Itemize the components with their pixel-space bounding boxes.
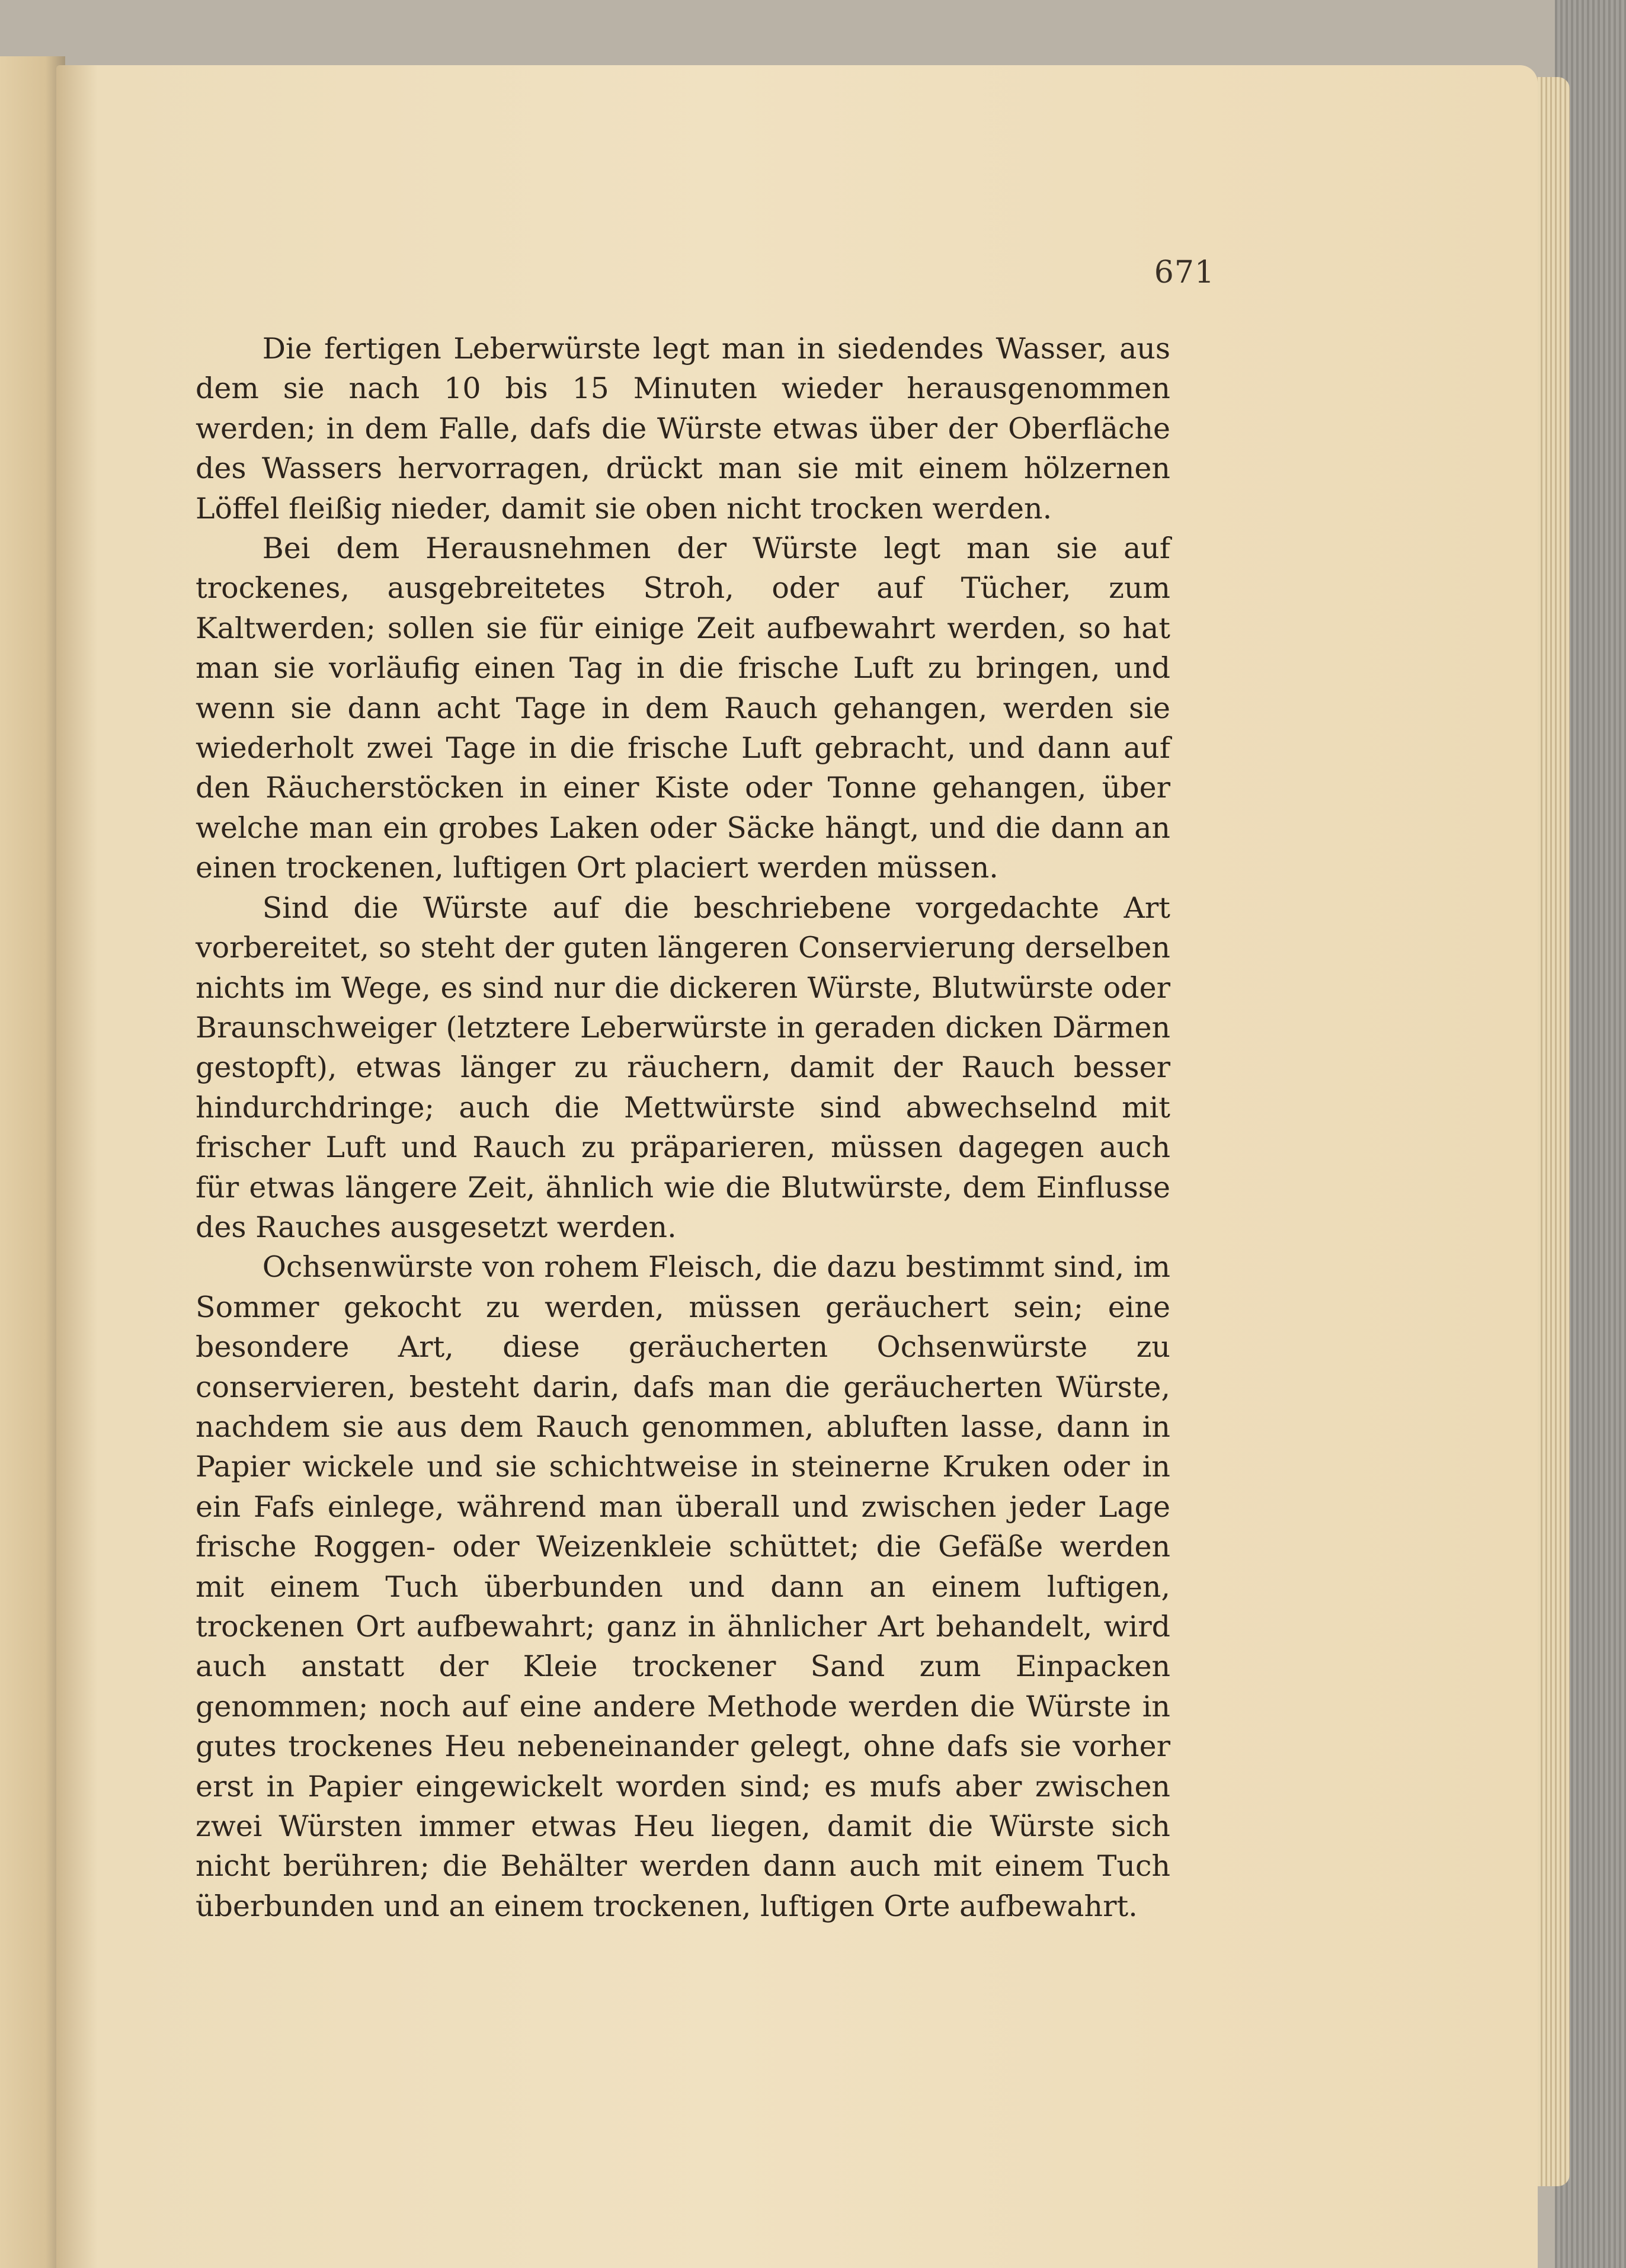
paragraph: Sind die Würste auf die beschriebene vorgedachte Art vorbereitet, so steht der guten längeren Conservierung derselben nichts im Wege, es sind nur die dickeren Würste, Blutwürste oder Braunschweiger (letztere Leberwürste in geraden dicken Därmen gestopft), etwas länger zu räuchern, damit der Rauch besser hindurchdringe; auch die Mettwürste sind abwechselnd mit frischer Luft und Rauch zu präparieren, müssen dagegen auch für etwas längere Zeit, ähnlich wie die Blutwürste, dem Einflusse des Rauches ausgesetzt werden.: [196, 890, 1170, 1244]
left-page-edge: [0, 56, 65, 2268]
paragraph: Bei dem Herausnehmen der Würste legt man sie auf trockenes, ausgebreitetes Stroh, oder auf Tücher, zum Kaltwerden; sollen sie für einige Zeit aufbewahrt werden, so hat man sie vorläufig einen Tag in die frische Luft zu bringen, und wenn sie dann acht Tage in dem Rauch gehangen, werden sie wiederholt zwei Tage in die frische Luft gebracht, und dann auf den Räucherstöcken in einer Kiste oder Tonne gehangen, über welche man ein grobes Laken oder Säcke hängt, und die dann an einen trockenen, luftigen Ort placiert werden müssen.: [196, 531, 1170, 885]
paragraph: Ochsenwürste von rohem Fleisch, die dazu bestimmt sind, im Sommer gekocht zu werden, müssen geräuchert sein; eine besondere Art, diese geräucherten Ochsenwürste zu conservieren, besteht darin, dafs man die geräucherten Würste, nachdem sie aus dem Rauch genommen, abluften lasse, dann in Papier wickele und sie schichtweise in steinerne Kruken oder in ein Fafs einlege, während man überall und zwischen jeder Lage frische Roggen- oder Weizenkleie schüttet; die Gefäße werden mit einem Tuch überbunden und dann an einem luftigen, trockenen Ort aufbewahrt; ganz in ähnlicher Art behandelt, wird auch anstatt der Kleie trockener Sand zum Einpacken genommen; noch auf eine andere Methode werden die Würste in gutes trockenes Heu nebeneinander gelegt, ohne dafs sie vorher erst in Papier eingewickelt worden sind; es mufs aber zwischen zwei Würsten immer etwas Heu liegen, damit die Würste sich nicht berühren; die Behälter werden dann auch mit einem Tuch überbunden und an einem trockenen, luftigen Orte aufbewahrt.: [196, 1250, 1170, 1923]
paragraph: Die fertigen Leberwürste legt man in siedendes Wasser, aus dem sie nach 10 bis 15 Minuten wieder herausgenommen werden; in dem Falle, dafs die Würste etwas über der Oberfläche des Wassers hervorragen, drückt man sie mit einem hölzernen Löffel fleißig nieder, damit sie oben nicht trocken werden.: [196, 332, 1170, 526]
body-text: [196, 329, 1170, 1926]
page-number: 671: [1154, 255, 1215, 290]
